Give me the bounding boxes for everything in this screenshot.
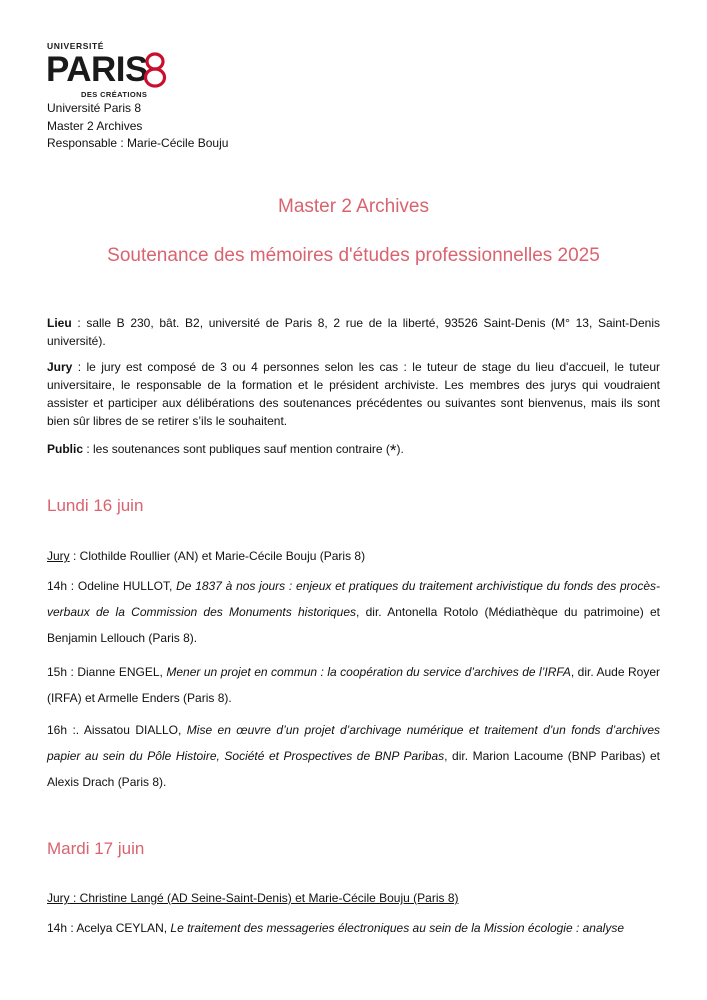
day-jury (47, 543, 660, 569)
entry-title: Mener un projet en commun : la coopération du service d’archives de l’IRFA (166, 665, 571, 679)
logo-main-text: PARIS (46, 50, 148, 89)
entry-prefix: 14h : Odeline HULLOT, (47, 579, 177, 593)
day-jury-text: : Christine Langé (AD Seine-Saint-Denis) et Marie-Cécile Bouju (Paris 8) (69, 891, 459, 905)
day-heading: Mardi 17 juin (47, 839, 145, 858)
page-title: Master 2 Archives (278, 196, 429, 217)
header-info (47, 100, 228, 153)
entry-title: Mise en œuvre d’un projet d’archivage numérique et traitement d’un fonds d’archives papier au sein du Pôle Histoire, Société et Prospectives de BNP Paribas (47, 723, 661, 763)
entry-suffix: , dir. Antonella Rotolo (Médiathèque du patrimoine) et Benjamin Lellouch (Paris 8). (47, 605, 660, 645)
logo-top-text: UNIVERSITÉ (47, 41, 105, 51)
university-logo (46, 40, 166, 100)
info-public (47, 440, 660, 458)
day-heading: Lundi 16 juin (47, 496, 144, 515)
logo-bottom-text: DES CRÉATIONS (81, 90, 148, 99)
defense-entry (47, 915, 660, 941)
day-jury (47, 885, 660, 911)
defense-entry (47, 573, 660, 651)
entry-prefix: 15h : Dianne ENGEL, (47, 665, 167, 679)
public-end: ). (396, 442, 404, 456)
entry-prefix: 16h :. Aissatou DIALLO, (47, 723, 187, 737)
day-jury-text: : Clothilde Roullier (AN) et Marie-Cécile Bouju (Paris 8) (69, 549, 366, 563)
entry-title: Le traitement des messageries électroniques au sein de la Mission écologie : analyse (170, 921, 624, 935)
entry-prefix: 14h : Acelya CEYLAN, (47, 921, 171, 935)
day-jury-label: Jury (47, 891, 70, 905)
paris8-eight-icon (143, 52, 167, 88)
public-label: Public (47, 442, 84, 456)
info-jury (47, 358, 660, 430)
day-jury-label: Jury (47, 549, 70, 563)
jury-label: Jury (47, 360, 73, 374)
defense-entry (47, 717, 660, 795)
public-text: : les soutenances sont publiques sauf mention contraire ( (83, 442, 390, 456)
entry-suffix: , dir. Marion Lacoume (BNP Paribas) et Alexis Drach (Paris 8). (47, 749, 660, 789)
header-responsible: Responsable : Marie-Cécile Bouju (47, 136, 229, 150)
jury-text: : le jury est composé de 3 ou 4 personnes selon les cas : le tuteur de stage du lieu d'accueil, le tuteur universitaire, le responsable de la formation et le président archiviste. Les membres des jurys qui voudraient assister et participer aux délibérations des soutenances précédentes ou suivantes sont bienvenus, mais ils sont bien sûr libres de se retirer s’ils le souhaitent. (47, 360, 660, 428)
header-university: Université Paris 8 (47, 101, 142, 115)
public-star: * (389, 441, 397, 460)
entry-title: De 1837 à nos jours : enjeux et pratiques du traitement archivistique du fonds des procès-verbaux de la Commission des Monuments historiques (47, 579, 661, 619)
entry-suffix: , dir. Aude Royer (IRFA) et Armelle Enders (Paris 8). (47, 665, 661, 705)
defense-entry (47, 659, 660, 711)
page-subtitle: Soutenance des mémoires d'études professionnelles 2025 (107, 245, 600, 266)
info-lieu (47, 314, 660, 350)
header-program: Master 2 Archives (47, 118, 143, 133)
day-jury-full (47, 891, 459, 905)
lieu-text: : salle B 230, bât. B2, université de Paris 8, 2 rue de la liberté, 93526 Saint-Denis (M° 13, Saint-Denis université). (47, 316, 660, 348)
lieu-label: Lieu (47, 316, 72, 330)
